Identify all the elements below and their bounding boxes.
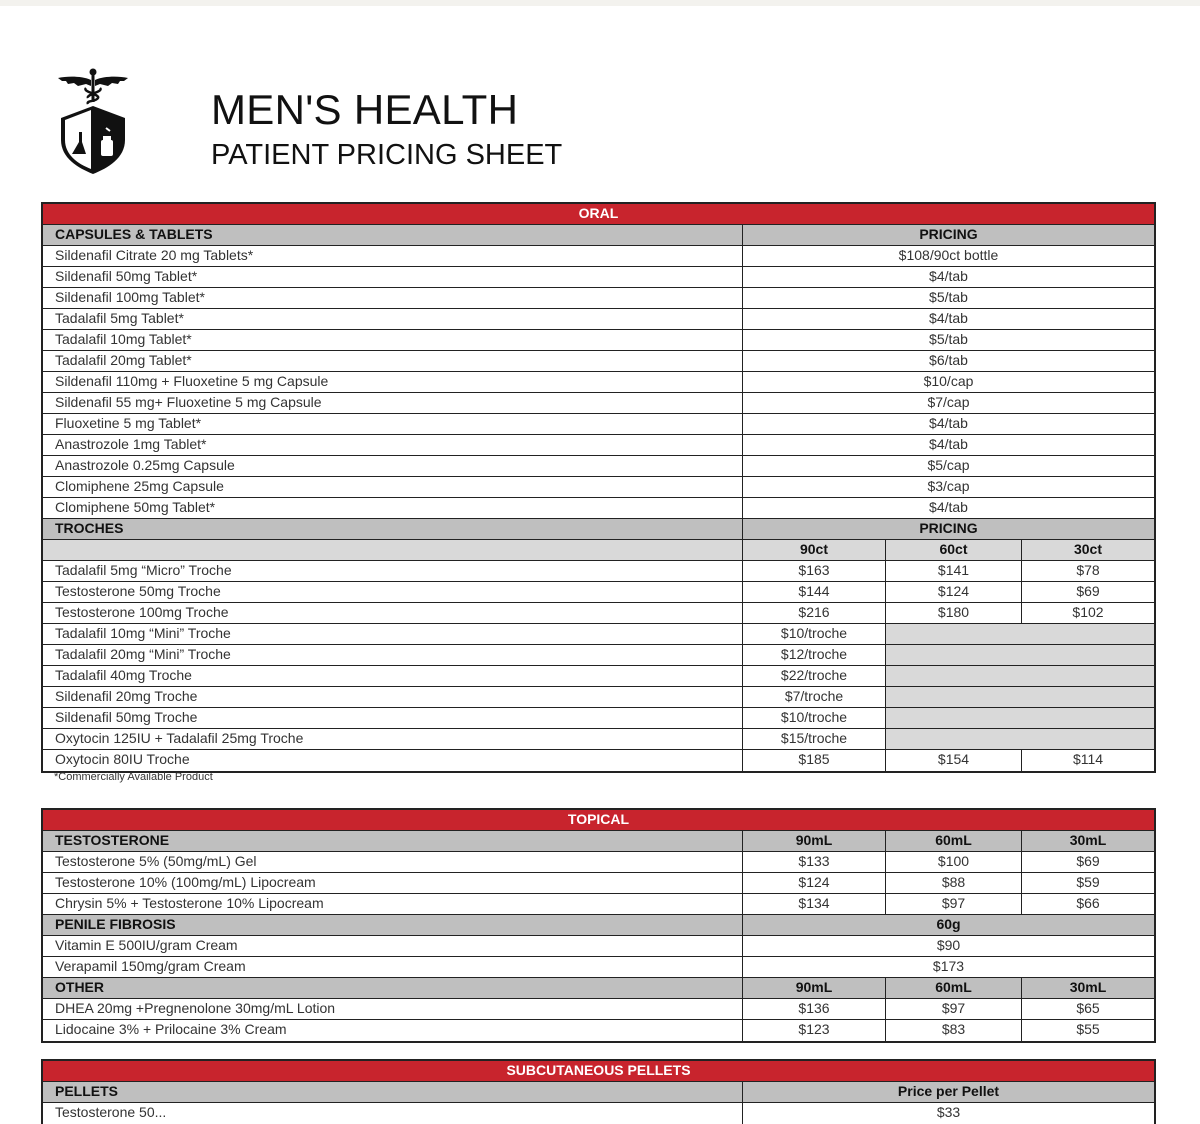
col-30ct: 30ct — [1073, 541, 1103, 557]
product-price: $4/tab — [929, 499, 968, 515]
price-60: $124 — [886, 582, 1022, 602]
table-row — [43, 936, 1154, 957]
price-60: $97 — [886, 999, 1022, 1019]
empty-shaded-cell — [886, 624, 1154, 644]
price-30: $69 — [1076, 583, 1100, 599]
footnote: *Commercially Available Product — [54, 771, 213, 783]
product-name: Testosterone 50mg Troche — [43, 582, 743, 602]
pellets-category-label: PELLETS — [43, 1082, 743, 1102]
product-name: Clomiphene 50mg Tablet* — [43, 498, 743, 518]
pellets-category-row — [43, 1082, 1154, 1103]
product-price: $7/cap — [927, 394, 970, 410]
price-30: $114 — [1072, 751, 1104, 767]
product-name: Oxytocin 80IU Troche — [43, 750, 743, 771]
table-row — [43, 351, 1154, 372]
table-row — [43, 456, 1154, 477]
product-price: $3/cap — [927, 478, 970, 494]
table-row — [43, 873, 1154, 894]
table-row — [43, 603, 1154, 624]
product-name: Verapamil 150mg/gram Cream — [43, 957, 743, 977]
col-90ml: 90mL — [743, 831, 886, 851]
price-30: $69 — [1076, 853, 1100, 869]
oral-banner-label: ORAL — [578, 205, 619, 221]
product-name: Tadalafil 5mg Tablet* — [43, 309, 743, 329]
product-name: Sildenafil 50mg Troche — [43, 708, 743, 728]
price-90: $144 — [743, 582, 886, 602]
price-60: $141 — [886, 561, 1022, 581]
penile-fibrosis-category-row — [43, 915, 1154, 936]
empty-shaded-cell — [886, 729, 1154, 749]
product-name: Testosterone 50... — [43, 1103, 743, 1124]
product-name: DHEA 20mg +Pregnenolone 30mg/mL Lotion — [43, 999, 743, 1019]
product-name: Tadalafil 5mg “Micro” Troche — [43, 561, 743, 581]
other-category-label: OTHER — [43, 978, 743, 998]
empty-shaded-cell — [886, 666, 1154, 686]
price-60: $83 — [886, 1020, 1022, 1041]
product-name: Tadalafil 40mg Troche — [43, 666, 743, 686]
price-90: $134 — [743, 894, 886, 914]
capsules-category-row — [43, 225, 1154, 246]
price-90: $185 — [743, 750, 886, 771]
other-category-row — [43, 978, 1154, 999]
table-row — [43, 894, 1154, 915]
table-row — [43, 750, 1154, 771]
product-name: Tadalafil 20mg “Mini” Troche — [43, 645, 743, 665]
product-name: Testosterone 10% (100mg/mL) Lipocream — [43, 873, 743, 893]
product-name: Lidocaine 3% + Prilocaine 3% Cream — [43, 1020, 743, 1041]
product-price: $90 — [936, 937, 961, 953]
product-price: $5/tab — [929, 289, 968, 305]
oral-table — [41, 202, 1156, 773]
empty-shaded-cell — [886, 708, 1154, 728]
col-60ml: 60mL — [886, 978, 1022, 998]
table-row — [43, 852, 1154, 873]
blank-header-cell — [43, 540, 743, 560]
product-price: $10/cap — [923, 373, 974, 389]
table-row — [43, 288, 1154, 309]
testosterone-category-label: TESTOSTERONE — [43, 831, 743, 851]
empty-shaded-cell — [886, 645, 1154, 665]
oral-banner — [43, 204, 1154, 225]
price-60: $180 — [886, 603, 1022, 623]
top-bar — [0, 0, 1200, 6]
table-row — [43, 267, 1154, 288]
product-name: Fluoxetine 5 mg Tablet* — [43, 414, 743, 434]
price-60: $97 — [886, 894, 1022, 914]
product-price: $5/tab — [929, 331, 968, 347]
price-per-pellet-header: Price per Pellet — [897, 1083, 1000, 1099]
pellets-banner-label: SUBCUTANEOUS PELLETS — [506, 1062, 691, 1078]
capsules-category-label: CAPSULES & TABLETS — [43, 225, 743, 245]
product-name: Testosterone 100mg Troche — [43, 603, 743, 623]
table-row — [43, 957, 1154, 978]
product-price: $5/cap — [927, 457, 970, 473]
product-price: $173 — [932, 958, 965, 974]
troches-size-header-row — [43, 540, 1154, 561]
table-row — [43, 477, 1154, 498]
caduceus-shield-logo-icon — [56, 66, 130, 176]
price-30: $78 — [1076, 562, 1100, 578]
table-row — [43, 498, 1154, 519]
product-name: Sildenafil 50mg Tablet* — [43, 267, 743, 287]
col-60ml: 60mL — [886, 831, 1022, 851]
product-name: Tadalafil 20mg Tablet* — [43, 351, 743, 371]
price-90: $163 — [743, 561, 886, 581]
testosterone-category-row — [43, 831, 1154, 852]
table-row — [43, 393, 1154, 414]
price-per-troche: $10/troche — [743, 708, 886, 728]
product-name: Chrysin 5% + Testosterone 10% Lipocream — [43, 894, 743, 914]
price-30: $55 — [1076, 1021, 1100, 1037]
product-name: Clomiphene 25mg Capsule — [43, 477, 743, 497]
price-30: $65 — [1076, 1000, 1100, 1016]
price-per-troche: $15/troche — [743, 729, 886, 749]
product-price: $33 — [936, 1104, 961, 1120]
price-per-troche: $10/troche — [743, 624, 886, 644]
page-title: MEN'S HEALTH — [211, 86, 519, 133]
product-price: $108/90ct bottle — [898, 247, 999, 263]
price-per-troche: $12/troche — [743, 645, 886, 665]
product-price: $4/tab — [929, 310, 968, 326]
penile-fibrosis-category-label: PENILE FIBROSIS — [43, 915, 743, 935]
table-row — [43, 246, 1154, 267]
product-name: Oxytocin 125IU + Tadalafil 25mg Troche — [43, 729, 743, 749]
table-row — [43, 708, 1154, 729]
product-name: Vitamin E 500IU/gram Cream — [43, 936, 743, 956]
troches-category-row — [43, 519, 1154, 540]
price-90: $216 — [743, 603, 886, 623]
col-30ml: 30mL — [1069, 979, 1107, 995]
table-row — [43, 309, 1154, 330]
product-name: Testosterone 5% (50mg/mL) Gel — [43, 852, 743, 872]
product-name: Sildenafil 20mg Troche — [43, 687, 743, 707]
col-90ct: 90ct — [743, 540, 886, 560]
product-name: Anastrozole 0.25mg Capsule — [43, 456, 743, 476]
product-name: Sildenafil 55 mg+ Fluoxetine 5 mg Capsule — [43, 393, 743, 413]
table-row — [43, 414, 1154, 435]
price-60: $154 — [886, 750, 1022, 771]
table-row — [43, 330, 1154, 351]
price-per-troche: $7/troche — [743, 687, 886, 707]
pellets-banner — [43, 1061, 1154, 1082]
price-90: $123 — [743, 1020, 886, 1041]
product-name: Sildenafil 110mg + Fluoxetine 5 mg Capsule — [43, 372, 743, 392]
table-row — [43, 435, 1154, 456]
price-60: $100 — [886, 852, 1022, 872]
col-60g: 60g — [936, 916, 961, 932]
product-price: $4/tab — [929, 268, 968, 284]
table-row — [43, 561, 1154, 582]
table-row — [43, 1020, 1154, 1041]
price-90: $124 — [743, 873, 886, 893]
topical-banner-label: TOPICAL — [567, 811, 630, 827]
topical-table — [41, 808, 1156, 1043]
col-30ml: 30mL — [1069, 832, 1107, 848]
product-price: $4/tab — [929, 415, 968, 431]
table-row — [43, 624, 1154, 645]
topical-banner — [43, 810, 1154, 831]
price-30: $66 — [1076, 895, 1100, 911]
price-90: $136 — [743, 999, 886, 1019]
price-30: $102 — [1072, 604, 1104, 620]
col-60ct: 60ct — [886, 540, 1022, 560]
table-row — [43, 1103, 1154, 1124]
col-90ml: 90mL — [743, 978, 886, 998]
price-per-troche: $22/troche — [743, 666, 886, 686]
capsules-pricing-header: PRICING — [919, 226, 978, 242]
table-row — [43, 372, 1154, 393]
troches-category-label: TROCHES — [43, 519, 743, 539]
table-row — [43, 666, 1154, 687]
page-subtitle: PATIENT PRICING SHEET — [211, 139, 563, 171]
product-price: $6/tab — [929, 352, 968, 368]
product-price: $4/tab — [929, 436, 968, 452]
table-row — [43, 645, 1154, 666]
product-name: Sildenafil Citrate 20 mg Tablets* — [43, 246, 743, 266]
product-name: Sildenafil 100mg Tablet* — [43, 288, 743, 308]
product-name: Anastrozole 1mg Tablet* — [43, 435, 743, 455]
table-row — [43, 999, 1154, 1020]
pellets-table — [41, 1059, 1156, 1124]
empty-shaded-cell — [886, 687, 1154, 707]
table-row — [43, 729, 1154, 750]
price-90: $133 — [743, 852, 886, 872]
product-name: Tadalafil 10mg Tablet* — [43, 330, 743, 350]
product-name: Tadalafil 10mg “Mini” Troche — [43, 624, 743, 644]
table-row — [43, 687, 1154, 708]
table-row — [43, 582, 1154, 603]
price-60: $88 — [886, 873, 1022, 893]
price-30: $59 — [1076, 874, 1100, 890]
troches-pricing-header: PRICING — [919, 520, 978, 536]
